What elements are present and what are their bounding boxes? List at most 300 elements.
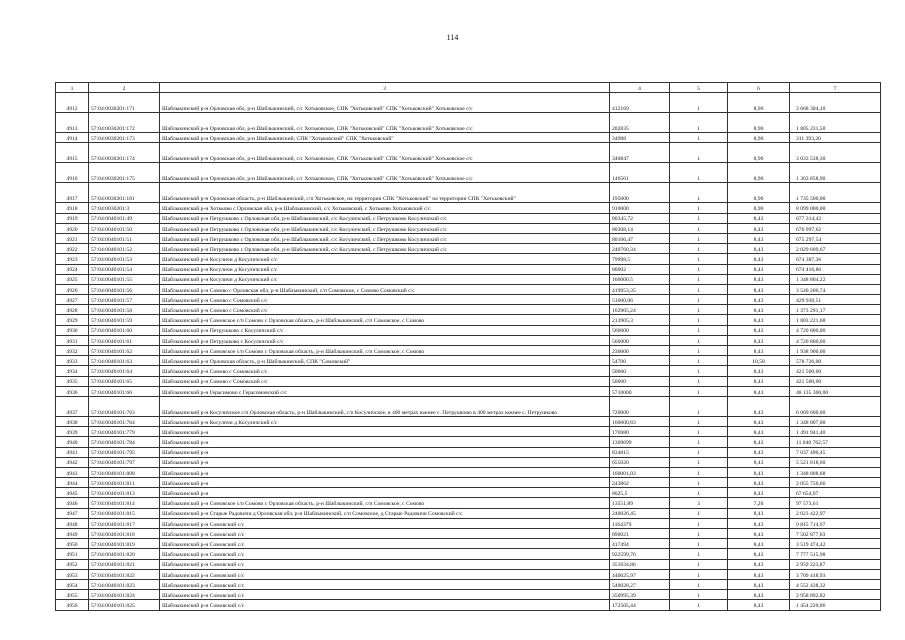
location-description-cell: Шаблыкинский р-н Сомовское с/п Сомово с Орловская область, р-н Шаблыкинский, с/п Сомовское, с Сомово bbox=[160, 315, 610, 325]
cadastral-value-cell: 1 348 804,22 bbox=[790, 274, 881, 284]
location-description-cell: Шаблыкинский р-н Орловская обл, р-н Шаблыкинский, с/с Хотьковское, СПК "Хотьковский" СПК "Хотьковский" Хотьковское с/с bbox=[160, 163, 610, 183]
rate-cell: 8,43 bbox=[728, 427, 790, 437]
table-row bbox=[56, 183, 881, 203]
row-number-cell: 4945 bbox=[56, 488, 89, 498]
count-cell: 1 bbox=[670, 488, 728, 498]
row-number-cell: 4913 bbox=[56, 113, 89, 133]
area-cell: 1164379 bbox=[610, 518, 670, 528]
table-row bbox=[56, 508, 881, 518]
rate-cell: 8,43 bbox=[728, 518, 790, 528]
area-cell: 13551,89 bbox=[610, 498, 670, 508]
area-cell: 8025,5 bbox=[610, 488, 670, 498]
cadastral-value-cell: 421 500,00 bbox=[790, 376, 881, 386]
cadastral-value-cell: 4 720 800,00 bbox=[790, 335, 881, 345]
table-row bbox=[56, 356, 881, 366]
location-description-cell: Шаблыкинский р-н Петрушково с Косуличский с/с bbox=[160, 335, 610, 345]
cadastral-number-cell: 57:04:0040101:811 bbox=[89, 478, 160, 488]
area-cell: 50000 bbox=[610, 366, 670, 376]
count-cell: 1 bbox=[670, 295, 728, 305]
table-row bbox=[56, 579, 881, 589]
row-number-cell: 4925 bbox=[56, 274, 89, 284]
location-description-cell: Шаблыкинский р-н Сомовский с/с bbox=[160, 590, 610, 600]
row-number-cell: 4941 bbox=[56, 447, 89, 457]
cadastral-value-cell: 421 500,00 bbox=[790, 366, 881, 376]
cadastral-value-cell: 2 029 609,67 bbox=[790, 244, 881, 254]
location-description-cell: Шаблыкинский р-н bbox=[160, 447, 610, 457]
count-cell: 1 bbox=[670, 569, 728, 579]
cadastral-value-cell: 429 930,51 bbox=[790, 295, 881, 305]
table-row bbox=[56, 264, 881, 274]
count-cell: 1 bbox=[670, 579, 728, 589]
cadastral-register-table bbox=[55, 82, 881, 611]
area-cell: 80002 bbox=[610, 264, 670, 274]
table-row bbox=[56, 274, 881, 284]
table-row bbox=[56, 223, 881, 233]
count-cell: 1 bbox=[670, 518, 728, 528]
cadastral-number-cell: 57:04:0040101:815 bbox=[89, 508, 160, 518]
location-description-cell: Шаблыкинский р-н Сомовский с/с bbox=[160, 529, 610, 539]
area-cell: 655020 bbox=[610, 457, 670, 467]
column-header: 2 bbox=[89, 83, 160, 93]
area-cell: 340847 bbox=[610, 143, 670, 163]
table-row bbox=[56, 529, 881, 539]
cadastral-number-cell: 57:04:0030201:172 bbox=[89, 113, 160, 133]
count-cell: 1 bbox=[670, 447, 728, 457]
cadastral-number-cell: 57:04:0040101:819 bbox=[89, 539, 160, 549]
cadastral-value-cell: 9 815 714,97 bbox=[790, 518, 881, 528]
count-cell: 1 bbox=[670, 93, 728, 113]
rate-cell: 8,90 bbox=[728, 183, 790, 203]
rate-cell: 8,43 bbox=[728, 457, 790, 467]
area-cell: 419953,35 bbox=[610, 284, 670, 294]
rate-cell: 8,43 bbox=[728, 549, 790, 559]
row-number-cell: 4936 bbox=[56, 386, 89, 396]
cadastral-value-cell: 7 777 515,98 bbox=[790, 549, 881, 559]
count-cell: 1 bbox=[670, 213, 728, 223]
rate-cell: 8,43 bbox=[728, 569, 790, 579]
cadastral-value-cell: 1 491 941,40 bbox=[790, 427, 881, 437]
cadastral-number-cell: 57:04:0040101:64 bbox=[89, 366, 160, 376]
row-number-cell: 4914 bbox=[56, 133, 89, 143]
location-description-cell: Шаблыкинский р-н Петрушково с Косуличский с/с bbox=[160, 325, 610, 335]
area-cell: 80106,47 bbox=[610, 233, 670, 243]
rate-cell: 8,90 bbox=[728, 163, 790, 183]
rate-cell: 8,43 bbox=[728, 366, 790, 376]
cadastral-number-cell: 57:04:0040101:764 bbox=[89, 416, 160, 426]
cadastral-value-cell: 7 037 490,45 bbox=[790, 447, 881, 457]
row-number-cell: 4928 bbox=[56, 305, 89, 315]
cadastral-value-cell: 1 454 220,86 bbox=[790, 600, 881, 610]
area-cell: 540028,27 bbox=[610, 579, 670, 589]
table-row bbox=[56, 386, 881, 396]
cadastral-number-cell: 57:04:0040101:53 bbox=[89, 254, 160, 264]
rate-cell: 8,90 bbox=[728, 143, 790, 163]
rate-cell: 8,43 bbox=[728, 233, 790, 243]
count-cell: 1 bbox=[670, 143, 728, 163]
count-cell: 1 bbox=[670, 133, 728, 143]
location-description-cell: Шаблыкинский р-н Косуличи д Косуличский с/с bbox=[160, 274, 610, 284]
count-cell: 1 bbox=[670, 325, 728, 335]
area-cell: 560000 bbox=[610, 335, 670, 345]
location-description-cell: Шаблыкинский р-н Орловская обл, р-н Шаблыкинский, с/с Хотьковское, СПК "Хотьковский" СПК "Хотьковский" Хотьковское с/с bbox=[160, 143, 610, 163]
column-header: 1 bbox=[56, 83, 89, 93]
table-row bbox=[56, 113, 881, 133]
table-row bbox=[56, 427, 881, 437]
row-number-cell: 4955 bbox=[56, 590, 89, 600]
table-row bbox=[56, 437, 881, 447]
rate-cell: 8,43 bbox=[728, 325, 790, 335]
table-row bbox=[56, 498, 881, 508]
location-description-cell: Шаблыкинский р-н Сомовский с/с bbox=[160, 579, 610, 589]
location-description-cell: Шаблыкинский р-н Орловская обл, р-н Шаблыкинский, с/с Хотьковское, СПК "Хотьковский" СПК "Хотьковский" Хотьковское с/с bbox=[160, 113, 610, 133]
rate-cell: 8,43 bbox=[728, 223, 790, 233]
table-row bbox=[56, 143, 881, 163]
cadastral-number-cell: 57:04:0040101:763 bbox=[89, 396, 160, 416]
area-cell: 213905,3 bbox=[610, 315, 670, 325]
location-description-cell: Шаблыкинский р-н Сомовский с/с bbox=[160, 518, 610, 528]
rate-cell: 8,43 bbox=[728, 447, 790, 457]
area-cell: 412169 bbox=[610, 93, 670, 113]
table-row bbox=[56, 478, 881, 488]
row-number-cell: 4921 bbox=[56, 233, 89, 243]
location-description-cell: Шаблыкинский р-н Косуличское с/п Орловская область, р-н Шаблыкинский, с/п Косуличское, в 400 метрах южнее с. Петрушково в 400 метрах южнее с. Петрушково bbox=[160, 396, 610, 416]
rate-cell: 8,43 bbox=[728, 264, 790, 274]
location-description-cell: Шаблыкинский р-н Сомово с Сомовский с/с bbox=[160, 305, 610, 315]
cadastral-value-cell: 6 069 600,00 bbox=[790, 396, 881, 416]
count-cell: 1 bbox=[670, 183, 728, 203]
table-row bbox=[56, 295, 881, 305]
area-cell: 146501 bbox=[610, 163, 670, 183]
location-description-cell: Шаблыкинский р-н Герасимово с Герасимовский с/с bbox=[160, 386, 610, 396]
area-cell: 160001,03 bbox=[610, 467, 670, 477]
cadastral-value-cell: 1 735 500,00 bbox=[790, 183, 881, 203]
table-row bbox=[56, 559, 881, 569]
row-number-cell: 4919 bbox=[56, 213, 89, 223]
column-header: 4 bbox=[610, 83, 670, 93]
count-cell: 1 bbox=[670, 559, 728, 569]
cadastral-number-cell: 57:04:0040101:60 bbox=[89, 325, 160, 335]
area-cell: 34988 bbox=[610, 133, 670, 143]
cadastral-number-cell: 57:04:0040101:797 bbox=[89, 457, 160, 467]
area-cell: 351034,86 bbox=[610, 559, 670, 569]
row-number-cell: 4949 bbox=[56, 529, 89, 539]
location-description-cell: Шаблыкинский р-н Орловская обл, р-н Шаблыкинский, СПК "Хотьковский" СПК "Хотьковский" bbox=[160, 133, 610, 143]
cadastral-number-cell: 57:04:0040101:58 bbox=[89, 305, 160, 315]
row-number-cell: 4944 bbox=[56, 478, 89, 488]
cadastral-value-cell: 674 387,36 bbox=[790, 254, 881, 264]
location-description-cell: Шаблыкинский р-н Сомово с Орловская обл, р-н Шаблыкинский, с/п Сомовское, с Сомово Сомовский с/с bbox=[160, 284, 610, 294]
rate-cell: 8,43 bbox=[728, 467, 790, 477]
table-row bbox=[56, 233, 881, 243]
rate-cell: 8,43 bbox=[728, 213, 790, 223]
count-cell: 1 bbox=[670, 396, 728, 416]
count-cell: 1 bbox=[670, 539, 728, 549]
cadastral-number-cell: 57:04:0040101:795 bbox=[89, 447, 160, 457]
cadastral-value-cell: 3 033 538,30 bbox=[790, 143, 881, 163]
cadastral-number-cell: 57:04:0030201:175 bbox=[89, 163, 160, 183]
row-number-cell: 4940 bbox=[56, 437, 89, 447]
count-cell: 1 bbox=[670, 386, 728, 396]
area-cell: 80345,72 bbox=[610, 213, 670, 223]
count-cell: 1 bbox=[670, 356, 728, 366]
location-description-cell: Шаблыкинский р-н Сомовский с/с bbox=[160, 569, 610, 579]
row-number-cell: 4929 bbox=[56, 315, 89, 325]
table-row bbox=[56, 254, 881, 264]
location-description-cell: Шаблыкинский р-н Косуличи д Косуличский с/с bbox=[160, 264, 610, 274]
count-cell: 1 bbox=[670, 113, 728, 133]
count-cell: 1 bbox=[670, 549, 728, 559]
row-number-cell: 4912 bbox=[56, 93, 89, 113]
count-cell: 1 bbox=[670, 366, 728, 376]
row-number-cell: 4954 bbox=[56, 579, 89, 589]
cadastral-value-cell: 1 803 221,68 bbox=[790, 315, 881, 325]
cadastral-value-cell: 578 726,00 bbox=[790, 356, 881, 366]
location-description-cell: Шаблыкинский р-н Петрушково с Орловская обл, р-н Шаблыкинский, с/с Косуличский, с Петрушково Косуличский с/с bbox=[160, 223, 610, 233]
cadastral-number-cell: 57:04:0040101:822 bbox=[89, 569, 160, 579]
cadastral-value-cell: 3 519 474,42 bbox=[790, 539, 881, 549]
location-description-cell: Шаблыкинский р-н Сомовское с/п Сомово с Орловская область, р-н Шаблыкинский, с/п Сомовское, с Сомово bbox=[160, 346, 610, 356]
rate-cell: 8,43 bbox=[728, 305, 790, 315]
cadastral-value-cell: 4 552 438,32 bbox=[790, 579, 881, 589]
area-cell: 51000,06 bbox=[610, 295, 670, 305]
row-number-cell: 4952 bbox=[56, 559, 89, 569]
cadastral-number-cell: 57:04:0040101:824 bbox=[89, 590, 160, 600]
count-cell: 1 bbox=[670, 590, 728, 600]
cadastral-number-cell: 57:04:0040101:813 bbox=[89, 488, 160, 498]
area-cell: 79998,5 bbox=[610, 254, 670, 264]
cadastral-value-cell: 1 373 291,17 bbox=[790, 305, 881, 315]
cadastral-number-cell: 57:04:0040101:63 bbox=[89, 356, 160, 366]
area-cell: 922599,76 bbox=[610, 549, 670, 559]
rate-cell: 8,43 bbox=[728, 579, 790, 589]
cadastral-number-cell: 57:04:0030201:173 bbox=[89, 133, 160, 143]
cadastral-value-cell: 11 040 762,57 bbox=[790, 437, 881, 447]
cadastral-number-cell: 57:04:0040101:51 bbox=[89, 233, 160, 243]
cadastral-value-cell: 7 502 877,03 bbox=[790, 529, 881, 539]
table-row bbox=[56, 447, 881, 457]
location-description-cell: Шаблыкинский р-н bbox=[160, 427, 610, 437]
table-row bbox=[56, 376, 881, 386]
area-cell: 162905,24 bbox=[610, 305, 670, 315]
cadastral-value-cell: 311 393,20 bbox=[790, 133, 881, 143]
cadastral-number-cell: 57:04:0040101:52 bbox=[89, 244, 160, 254]
row-number-cell: 4950 bbox=[56, 539, 89, 549]
area-cell: 160000,5 bbox=[610, 274, 670, 284]
area-cell: 560000 bbox=[610, 325, 670, 335]
row-number-cell: 4948 bbox=[56, 518, 89, 528]
location-description-cell: Шаблыкинский р-н Орловская обл, р-н Шаблыкинский, с/с Хотьковское, СПК "Хотьковский" СПК "Хотьковский" Хотьковское с/с bbox=[160, 93, 610, 113]
table-row bbox=[56, 305, 881, 315]
location-description-cell: Шаблыкинский р-н Сомовский с/с bbox=[160, 539, 610, 549]
rate-cell: 8,43 bbox=[728, 488, 790, 498]
row-number-cell: 4939 bbox=[56, 427, 89, 437]
cadastral-number-cell: 57:04:0040101:56 bbox=[89, 284, 160, 294]
count-cell: 1 bbox=[670, 376, 728, 386]
area-cell: 160000,83 bbox=[610, 416, 670, 426]
cadastral-number-cell: 57:04:0040101:779 bbox=[89, 427, 160, 437]
row-number-cell: 4934 bbox=[56, 366, 89, 376]
rate-cell: 8,43 bbox=[728, 416, 790, 426]
count-cell: 1 bbox=[670, 600, 728, 610]
rate-cell: 8,43 bbox=[728, 315, 790, 325]
column-header: 7 bbox=[790, 83, 881, 93]
cadastral-value-cell: 3 540 206,74 bbox=[790, 284, 881, 294]
cadastral-value-cell: 674 416,86 bbox=[790, 264, 881, 274]
cadastral-number-cell: 57:04:0040101:814 bbox=[89, 498, 160, 508]
row-number-cell: 4930 bbox=[56, 325, 89, 335]
location-description-cell: Шаблыкинский р-н Косуличи д Косуличский с/с bbox=[160, 254, 610, 264]
count-cell: 1 bbox=[670, 315, 728, 325]
rate-cell: 8,43 bbox=[728, 396, 790, 416]
location-description-cell: Шаблыкинский р-н bbox=[160, 478, 610, 488]
cadastral-value-cell: 2 055 756,66 bbox=[790, 478, 881, 488]
row-number-cell: 4935 bbox=[56, 376, 89, 386]
cadastral-value-cell: 1 348 807,00 bbox=[790, 416, 881, 426]
rate-cell: 8,43 bbox=[728, 335, 790, 345]
table-header-row bbox=[56, 83, 881, 93]
location-description-cell: Шаблыкинский р-н Сомово с Сомовский с/с bbox=[160, 366, 610, 376]
area-cell: 172505,44 bbox=[610, 600, 670, 610]
table-row bbox=[56, 590, 881, 600]
table-row bbox=[56, 346, 881, 356]
location-description-cell: Шаблыкинский р-н Сомово с Сомовский с/с bbox=[160, 295, 610, 305]
table-row bbox=[56, 600, 881, 610]
location-description-cell: Шаблыкинский р-н bbox=[160, 488, 610, 498]
count-cell: 1 bbox=[670, 254, 728, 264]
cadastral-number-cell: 57:04:0040101:61 bbox=[89, 335, 160, 345]
row-number-cell: 4915 bbox=[56, 143, 89, 163]
row-number-cell: 4953 bbox=[56, 569, 89, 579]
cadastral-value-cell: 8 099 000,00 bbox=[790, 203, 881, 213]
area-cell: 80308,14 bbox=[610, 223, 670, 233]
cadastral-number-cell: 57:04:0040101:784 bbox=[89, 437, 160, 447]
cadastral-value-cell: 675 297,54 bbox=[790, 233, 881, 243]
location-description-cell: Шаблыкинский р-н bbox=[160, 457, 610, 467]
cadastral-value-cell: 676 997,62 bbox=[790, 223, 881, 233]
count-cell: 1 bbox=[670, 529, 728, 539]
row-number-cell: 4956 bbox=[56, 600, 89, 610]
table-row bbox=[56, 213, 881, 223]
area-cell: 240026,45 bbox=[610, 508, 670, 518]
count-cell: 1 bbox=[670, 264, 728, 274]
location-description-cell: Шаблыкинский р-н Сомово с Сомовский с/с bbox=[160, 376, 610, 386]
rate-cell: 8,43 bbox=[728, 539, 790, 549]
area-cell: 195000 bbox=[610, 183, 670, 203]
location-description-cell: Шаблыкинский р-н Сомовский с/с bbox=[160, 559, 610, 569]
cadastral-number-cell: 57:04:0040101:817 bbox=[89, 518, 160, 528]
area-cell: 50000 bbox=[610, 376, 670, 386]
cadastral-number-cell: 57:04:0040101:66 bbox=[89, 386, 160, 396]
count-cell: 1 bbox=[670, 416, 728, 426]
area-cell: 720000 bbox=[610, 396, 670, 416]
cadastral-number-cell: 57:04:0040101:820 bbox=[89, 549, 160, 559]
table-row bbox=[56, 539, 881, 549]
row-number-cell: 4938 bbox=[56, 416, 89, 426]
count-cell: 1 bbox=[670, 274, 728, 284]
area-cell: 240760,34 bbox=[610, 244, 670, 254]
cadastral-value-cell: 1 348 808,68 bbox=[790, 467, 881, 477]
row-number-cell: 4918 bbox=[56, 203, 89, 213]
table-row bbox=[56, 325, 881, 335]
table-row bbox=[56, 133, 881, 143]
cadastral-value-cell: 1 303 858,90 bbox=[790, 163, 881, 183]
area-cell: 230000 bbox=[610, 346, 670, 356]
row-number-cell: 4926 bbox=[56, 284, 89, 294]
cadastral-value-cell: 677 314,42 bbox=[790, 213, 881, 223]
table-row bbox=[56, 416, 881, 426]
cadastral-value-cell: 48 135 300,00 bbox=[790, 386, 881, 396]
cadastral-value-cell: 5 521 818,60 bbox=[790, 457, 881, 467]
cadastral-number-cell: 57:04:0040101:54 bbox=[89, 264, 160, 274]
location-description-cell: Шаблыкинский р-н Косуличи д Косуличский с/с bbox=[160, 416, 610, 426]
table-row bbox=[56, 284, 881, 294]
location-description-cell: Шаблыкинский р-н Сомовский с/с bbox=[160, 600, 610, 610]
count-cell: 1 bbox=[670, 346, 728, 356]
rate-cell: 8,43 bbox=[728, 295, 790, 305]
location-description-cell: Шаблыкинский р-н Старые Радовичи д Орловская обл, р-н Шаблыкинский, с/п Сомовское, д Старые Радовичи Сомовский с/с bbox=[160, 508, 610, 518]
table-row bbox=[56, 457, 881, 467]
table-row bbox=[56, 93, 881, 113]
count-cell: 1 bbox=[670, 284, 728, 294]
rate-cell: 8,43 bbox=[728, 437, 790, 447]
cadastral-value-cell: 4 720 800,00 bbox=[790, 325, 881, 335]
cadastral-value-cell: 1 805 231,50 bbox=[790, 113, 881, 133]
cadastral-number-cell: 57:04:0040101:808 bbox=[89, 467, 160, 477]
table-row bbox=[56, 203, 881, 213]
count-cell: 1 bbox=[670, 203, 728, 213]
area-cell: 910000 bbox=[610, 203, 670, 213]
rate-cell: 8,43 bbox=[728, 529, 790, 539]
cadastral-number-cell: 57:04:0040101:821 bbox=[89, 559, 160, 569]
location-description-cell: Шаблыкинский р-н Орловская область, р-н Шаблыкинский, СПК "Сомовский" bbox=[160, 356, 610, 366]
row-number-cell: 4931 bbox=[56, 335, 89, 345]
area-cell: 202835 bbox=[610, 113, 670, 133]
area-cell: 834815 bbox=[610, 447, 670, 457]
row-number-cell: 4942 bbox=[56, 457, 89, 467]
rate-cell: 8,43 bbox=[728, 508, 790, 518]
location-description-cell: Шаблыкинский р-н bbox=[160, 467, 610, 477]
location-description-cell: Шаблыкинский р-н Петрушково с Орловская обл, р-н Шаблыкинский, с/с Косуличский, с Петрушково Косуличский с/с bbox=[160, 233, 610, 243]
count-cell: 1 bbox=[670, 335, 728, 345]
count-cell: 1 bbox=[670, 508, 728, 518]
rate-cell: 7,20 bbox=[728, 498, 790, 508]
row-number-cell: 4932 bbox=[56, 346, 89, 356]
rate-cell: 8,43 bbox=[728, 284, 790, 294]
count-cell: 1 bbox=[670, 305, 728, 315]
location-description-cell: Шаблыкинский р-н Орловская область, р-н Шаблыкинский, с/п Хотьковское, на территории СПК "Хотьковский" на территории СПК "Хотьковский" bbox=[160, 183, 610, 203]
count-cell: 1 bbox=[670, 467, 728, 477]
area-cell: 417494 bbox=[610, 539, 670, 549]
rate-cell: 8,43 bbox=[728, 478, 790, 488]
table-row bbox=[56, 244, 881, 254]
column-header: 5 bbox=[670, 83, 728, 93]
location-description-cell: Шаблыкинский р-н Сомовский с/с bbox=[160, 549, 610, 559]
rate-cell: 8,43 bbox=[728, 590, 790, 600]
row-number-cell: 4927 bbox=[56, 295, 89, 305]
row-number-cell: 4924 bbox=[56, 264, 89, 274]
count-cell: 3 bbox=[670, 498, 728, 508]
cadastral-number-cell: 57:04:0040101:59 bbox=[89, 315, 160, 325]
cadastral-number-cell: 57:04:0040101:57 bbox=[89, 295, 160, 305]
location-description-cell: Шаблыкинский р-н Сомовское с/п Сомово с Орловская область, р-н Шаблыкинский, с/п Сомовское, с Сомово bbox=[160, 498, 610, 508]
count-cell: 1 bbox=[670, 233, 728, 243]
cadastral-number-cell: 57:04:0040101:825 bbox=[89, 600, 160, 610]
table-row bbox=[56, 335, 881, 345]
cadastral-value-cell: 1 938 900,00 bbox=[790, 346, 881, 356]
area-cell: 5710000 bbox=[610, 386, 670, 396]
rate-cell: 8,90 bbox=[728, 93, 790, 113]
area-cell: 54700 bbox=[610, 356, 670, 366]
